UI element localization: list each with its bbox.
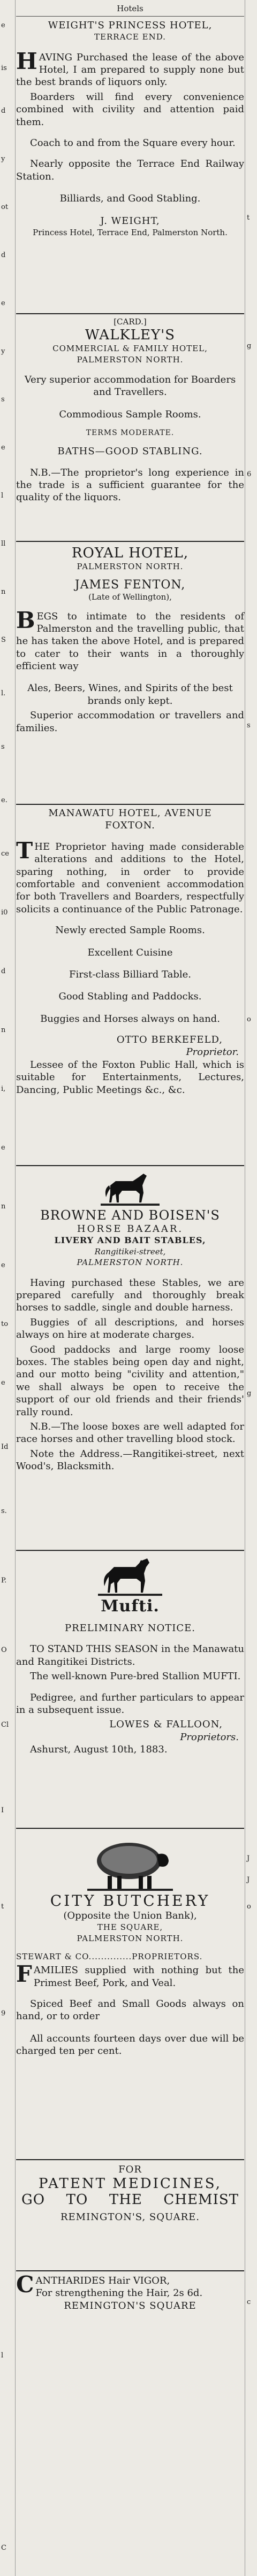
left-margin-column xyxy=(0,0,16,2576)
ad-title: PATENT MEDICINES, xyxy=(39,2176,222,2192)
margin-fragment: l. xyxy=(1,689,6,697)
margin-fragment: J xyxy=(247,1855,250,1863)
city-butchery-ad xyxy=(16,1833,244,2057)
ad-note: N.B.—The proprietor's long experience in the trade is a sufficient guarantee for the quality of the liquors. xyxy=(16,467,244,503)
ad-paragraph: Note the Address.—Rangitikei-street, next Wood's, Blacksmith. xyxy=(16,1448,244,1472)
ad-subtitle: (Opposite the Union Bank), xyxy=(63,1910,197,1921)
ad-subtitle: TERRACE END. xyxy=(94,32,166,42)
divider xyxy=(16,541,244,542)
ad-word: GO xyxy=(21,2192,46,2208)
divider xyxy=(16,1165,244,1166)
ad-paragraph: N.B.—The loose boxes are well adapted for race horses and other travelling blood stock. xyxy=(16,1421,244,1445)
margin-fragment: is xyxy=(1,64,7,72)
mufti-stallion-ad xyxy=(16,1554,244,1756)
ad-paragraph: TO STAND THIS SEASON in the Manawatu and Rangitikei Districts. xyxy=(16,1643,244,1667)
margin-fragment: y xyxy=(1,155,5,163)
ad-paragraph: Ales, Beers, Wines, and Spirits of the best brands only kept. xyxy=(27,682,233,707)
ad-paragraph: BEGS to intimate to the residents of Palmerston and the travelling public, that he has taken the above Hotel, and is prepared to cater to their wants in a thoroughly efficient way xyxy=(16,607,244,672)
margin-fragment: Cl xyxy=(1,1721,9,1729)
weight-hotel-ad xyxy=(16,19,244,238)
ad-subtitle: COMMERCIAL & FAMILY HOTEL, xyxy=(52,344,208,354)
margin-fragment: s xyxy=(1,743,5,751)
ad-title: Mufti. xyxy=(101,1597,160,1616)
margin-fragment: ot xyxy=(1,203,9,211)
divider xyxy=(16,313,244,314)
sheep-woodcut-icon xyxy=(87,1833,173,1892)
proprietor-address: Princess Hotel, Terrace End, Palmerston North. xyxy=(33,227,228,237)
margin-fragment: e xyxy=(1,1261,5,1269)
margin-fragment: e xyxy=(1,1144,5,1152)
ad-paragraph: Good paddocks and large roomy loose boxes. The stables being open day and night, and our motto being "civility and attention," we shall always be open to receive the support of our old friends and their friends' rally round. xyxy=(16,1344,244,1418)
margin-fragment: J xyxy=(247,1876,250,1884)
margin-fragment: g xyxy=(247,1390,252,1398)
ad-paragraph: BATHS—GOOD STABLING. xyxy=(57,446,203,457)
margin-fragment: S xyxy=(1,636,6,644)
margin-fragment: t xyxy=(247,214,250,222)
margin-fragment: o xyxy=(247,1903,251,1911)
ad-word: TO xyxy=(66,2192,88,2208)
walkley-hotel-ad xyxy=(16,316,244,504)
ad-subtitle: (Late of Wellington), xyxy=(88,592,172,602)
margin-fragment: ll xyxy=(1,540,6,548)
ad-paragraph: Superior accommodation or travellers and families. xyxy=(16,710,244,734)
horse-woodcut-icon xyxy=(101,1169,160,1207)
margin-fragment: 6 xyxy=(247,470,252,478)
margin-fragment: C xyxy=(1,2544,6,2552)
ad-title: ROYAL HOTEL, xyxy=(71,545,189,561)
ad-paragraph: For strengthening the Hair, 2s 6d. xyxy=(35,2287,203,2299)
page-header: Hotels xyxy=(117,4,143,13)
ad-title: CITY BUTCHERY xyxy=(50,1892,210,1910)
card-label: [CARD.] xyxy=(114,317,147,327)
ad-paragraph: Excellent Cuisine xyxy=(87,946,173,958)
margin-fragment: e xyxy=(1,444,5,452)
divider xyxy=(16,16,244,17)
margin-fragment: l xyxy=(1,492,4,500)
divider xyxy=(16,1550,244,1551)
ad-paragraph: Lessee of the Foxton Public Hall, which is suitable for Entertainments, Lectures, Dancing, Public Meetings &c., &c. xyxy=(16,1059,244,1096)
ad-subtitle: FOXTON. xyxy=(105,820,155,832)
ad-paragraph: THE Proprietor having made considerable alterations and additions to the Hotel, sparing nothing, in order to provide comfortable and convenient accommodation for both Travellers and Boarders, respectfully solicits a continuance of the Public Patronage. xyxy=(16,837,244,915)
ad-date: Ashurst, August 10th, 1883. xyxy=(30,1744,168,1756)
proprietor-name: LOWES & FALLOON, xyxy=(109,1719,223,1731)
ad-subtitle: Rangitikei-street, xyxy=(94,1247,166,1257)
ad-word: THE xyxy=(109,2192,142,2208)
ad-paragraph: FAMILIES supplied with nothing but the Primest Beef, Pork, and Veal. xyxy=(16,1961,244,1989)
ad-paragraph: Buggies of all descriptions, and horses always on hire at moderate charges. xyxy=(16,1316,244,1341)
newspaper-column xyxy=(16,0,244,2576)
margin-fragment: l xyxy=(1,2352,4,2360)
divider xyxy=(16,2270,244,2271)
ad-paragraph: All accounts fourteen days over due will be charged ten per cent. xyxy=(16,2032,244,2057)
ad-paragraph: Having purchased these Stables, we are prepared carefully and thoroughly break horses to saddle, single and double harness. xyxy=(16,1277,244,1314)
ad-subtitle: PALMERSTON NORTH. xyxy=(77,562,184,571)
right-margin-column xyxy=(245,0,257,2576)
ad-paragraph: Boarders will find every convenience combined with civility and attention paid them. xyxy=(16,91,244,128)
proprietor-role: Proprietors. xyxy=(180,1731,239,1743)
margin-fragment: d xyxy=(1,967,6,975)
margin-fragment: y xyxy=(1,347,5,355)
ad-subtitle: PALMERSTON NORTH. xyxy=(77,1933,184,1943)
royal-hotel-ad xyxy=(16,545,244,734)
horse-bazaar-ad xyxy=(16,1169,244,1473)
margin-fragment: s xyxy=(1,395,5,404)
ad-paragraph: First-class Billiard Table. xyxy=(69,968,191,980)
ad-paragraph: Commodious Sample Rooms. xyxy=(59,408,201,420)
ad-subtitle: REMINGTON'S, SQUARE. xyxy=(60,2212,200,2223)
ad-paragraph: Billiards, and Good Stabling. xyxy=(59,193,201,205)
margin-fragment: d xyxy=(1,251,6,259)
margin-fragment: n xyxy=(1,1026,6,1034)
margin-fragment: e xyxy=(1,1379,5,1387)
ad-paragraph: HAVING Purchased the lease of the above Hotel, I am prepared to supply none but the best brands of liquors only. xyxy=(16,48,244,88)
stallion-woodcut-icon xyxy=(98,1554,162,1597)
margin-fragment: s. xyxy=(1,1507,7,1515)
margin-fragment: 9 xyxy=(1,2009,6,2018)
margin-fragment: g xyxy=(247,342,252,350)
margin-fragment: to xyxy=(1,1320,9,1328)
margin-fragment: i, xyxy=(1,1085,6,1093)
margin-fragment: e. xyxy=(1,796,7,804)
margin-fragment: e xyxy=(1,21,5,29)
ad-subtitle: REMINGTON'S SQUARE xyxy=(64,2300,196,2311)
ad-paragraph: Buggies and Horses always on hand. xyxy=(40,1013,220,1025)
ad-title: WALKLEY'S xyxy=(85,327,176,344)
ad-paragraph: The well-known Pure-bred Stallion MUFTI. xyxy=(30,1671,241,1682)
divider xyxy=(16,2159,244,2160)
margin-fragment: d xyxy=(1,107,6,115)
ad-paragraph: TERMS MODERATE. xyxy=(86,428,175,437)
ad-subtitle: LIVERY AND BAIT STABLES, xyxy=(54,1235,206,1246)
ad-subtitle: HORSE BAZAAR. xyxy=(77,1223,184,1235)
ad-subtitle: PALMERSTON NORTH. xyxy=(77,354,184,364)
go-to-the-chemist-line xyxy=(16,2192,244,2208)
margin-fragment: o xyxy=(247,1015,251,1023)
divider xyxy=(16,1828,244,1829)
margin-fragment: s xyxy=(247,721,251,730)
ad-paragraph: Pedigree, and further particulars to appear in a subsequent issue. xyxy=(16,1692,244,1716)
ad-word: CHEMIST xyxy=(163,2192,239,2208)
ad-subtitle: THE SQUARE, xyxy=(97,1922,163,1933)
ad-subtitle: PRELIMINARY NOTICE. xyxy=(64,1623,196,1634)
ad-paragraph: Very superior accommodation for Boarders and Travellers. xyxy=(24,374,236,398)
ad-paragraph: Nearly opposite the Terrace End Railway Station. xyxy=(16,158,244,182)
margin-fragment: t xyxy=(1,1903,4,1911)
ad-intro: FOR xyxy=(118,2164,142,2175)
margin-fragment: O xyxy=(1,1646,7,1654)
divider xyxy=(16,804,244,805)
margin-fragment: ce xyxy=(1,850,9,858)
margin-fragment: n xyxy=(1,588,6,596)
ad-paragraph: Good Stabling and Paddocks. xyxy=(58,991,202,1003)
margin-fragment: c xyxy=(247,2298,251,2306)
proprietor-line: STEWART & CO..............PROPRIETORS. xyxy=(16,1951,203,1961)
ad-title: MANAWATU HOTEL, AVENUE xyxy=(48,808,212,819)
margin-fragment: e xyxy=(1,299,5,307)
ad-title: WEIGHT'S PRINCESS HOTEL, xyxy=(48,20,213,31)
remington-patent-medicines-ad xyxy=(16,2163,244,2224)
margin-fragment: I xyxy=(1,1806,4,1814)
ad-paragraph: Newly erected Sample Rooms. xyxy=(55,925,205,936)
ad-title: BROWNE AND BOISEN'S xyxy=(40,1208,220,1223)
proprietor-name: JAMES FENTON, xyxy=(74,578,186,592)
cantharides-ad xyxy=(16,2271,244,2312)
proprietor-role: Proprietor. xyxy=(186,1046,239,1058)
ad-paragraph: CANTHARIDES Hair VIGOR, xyxy=(16,2271,170,2298)
ad-paragraph: Spiced Beef and Small Goods always on hand, or to order xyxy=(16,1998,244,2022)
ad-paragraph: Coach to and from the Square every hour. xyxy=(30,137,236,149)
margin-fragment: n xyxy=(1,1202,6,1211)
margin-fragment: P. xyxy=(1,1577,7,1585)
proprietor-name: OTTO BERKEFELD, xyxy=(116,1034,223,1046)
margin-fragment: Id xyxy=(1,1443,9,1451)
proprietor-name: J. WEIGHT, xyxy=(100,215,160,227)
ad-subtitle: PALMERSTON NORTH. xyxy=(77,1258,184,1268)
manawatu-hotel-ad xyxy=(16,807,244,1096)
margin-fragment: i0 xyxy=(1,909,8,917)
